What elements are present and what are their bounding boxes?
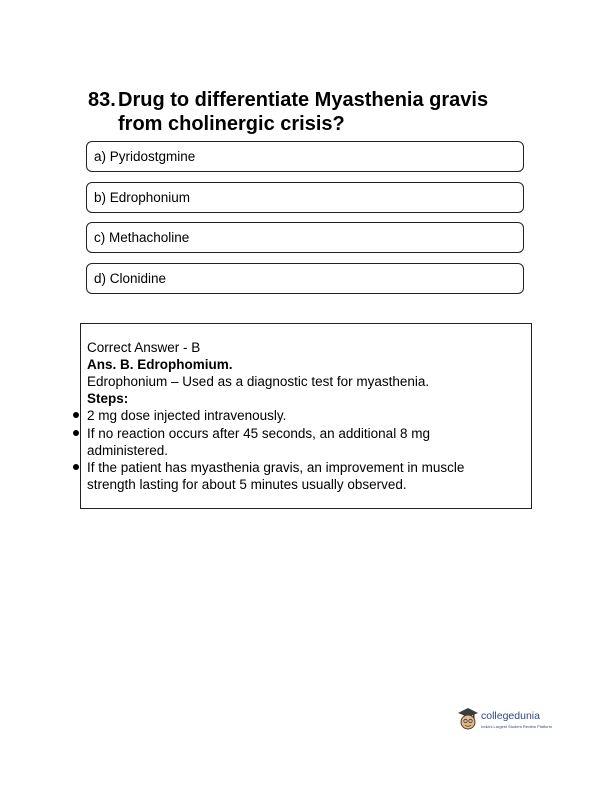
- bullet: [73, 430, 79, 436]
- step-item: If the patient has myasthenia gravis, an improvement in muscle: [87, 460, 465, 475]
- question-text: Drug to differentiate Myasthenia gravis from cholinergic crisis?: [118, 89, 489, 135]
- option-c[interactable]: c) Methacholine: [86, 222, 524, 253]
- option-b[interactable]: b) Edrophonium: [86, 182, 524, 213]
- step-item: If no reaction occurs after 45 seconds, an additional 8 mg: [87, 426, 430, 441]
- step-item-continued: administered.: [87, 443, 169, 458]
- option-d[interactable]: d) Clonidine: [86, 263, 524, 294]
- logo-name: collegedunia: [481, 710, 540, 722]
- answer-description: Edrophonium – Used as a diagnostic test for myasthenia.: [87, 374, 430, 389]
- question-number: 83.: [88, 89, 116, 111]
- answer-heading: Ans. B. Edrophomium.: [87, 357, 233, 372]
- option-a[interactable]: a) Pyridostgmine: [86, 141, 524, 172]
- steps-label: Steps:: [87, 391, 129, 406]
- correct-answer: Correct Answer - B: [87, 340, 201, 355]
- bullet: [73, 412, 79, 418]
- logo-tagline: India's Largest Student Review Platform: [481, 724, 553, 729]
- step-item-continued: strength lasting for about 5 minutes usually observed.: [87, 477, 407, 492]
- bullet: [73, 464, 79, 470]
- step-item: 2 mg dose injected intravenously.: [87, 408, 287, 423]
- mascot-icon: [456, 706, 480, 732]
